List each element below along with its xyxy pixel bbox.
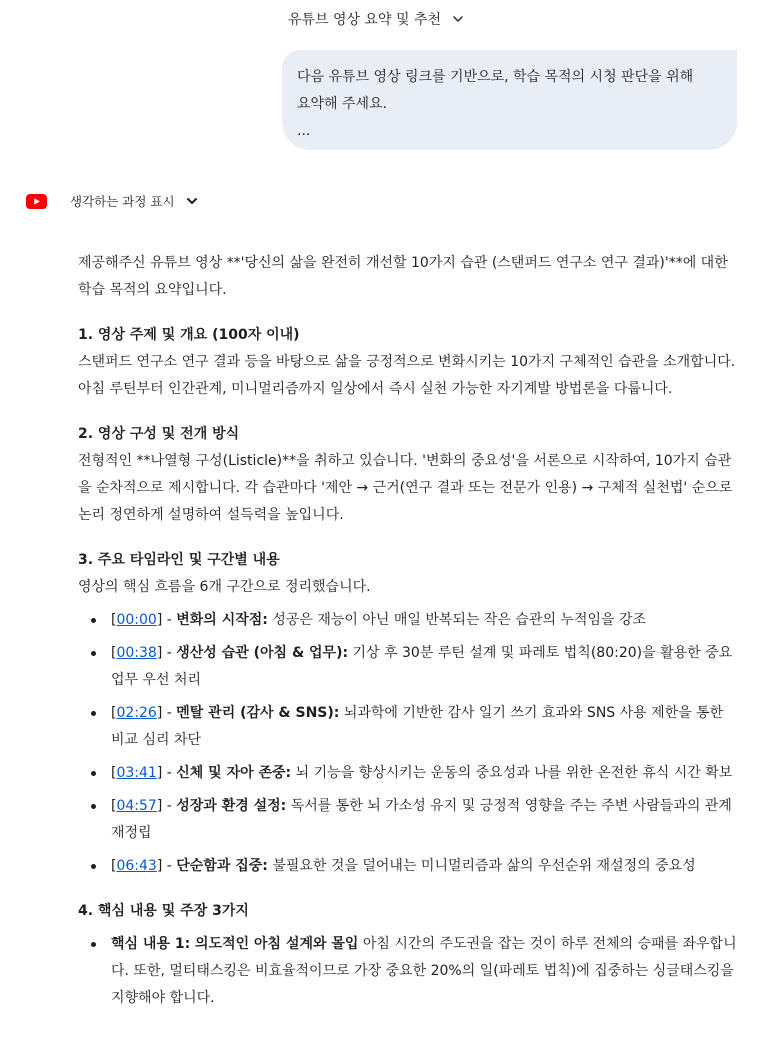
item-title: 멘탈 관리 (감사 & SNS): [176, 705, 340, 721]
list-item: [06:43] - 단순함과 집중: 불필요한 것을 덜어내는 미니멀리즘과 삶의 우선순위 재설정의 중요성 [78, 853, 738, 880]
section-overview [78, 322, 738, 403]
thinking-toggle[interactable] [26, 192, 199, 210]
user-message-line: ... [297, 123, 311, 139]
item-title: 생산성 습관 (아침 & 업무): [176, 645, 349, 661]
section-timeline [78, 547, 738, 880]
timestamp-link[interactable]: 00:00 [116, 612, 157, 628]
timestamp-link[interactable]: 03:41 [116, 765, 157, 781]
chat-title: 유튜브 영상 요약 및 추천 [288, 12, 442, 28]
timeline-list [78, 607, 738, 880]
section-body: 전형적인 **나열형 구성(Listicle)**을 취하고 있습니다. '변화의 중요성'을 서론으로 시작하여, 10가지 습관을 순차적으로 제시합니다. 각 습관마다 '제안 → 근거(연구 결과 또는 전문가 인용) → 구체적 실천법' 순으로 논리 정연하게 설명하여 설득력을 높입니다. [78, 453, 733, 523]
item-desc: 독서를 통한 뇌 가소성 유지 및 긍정적 영향을 주는 주변 사람들과의 관계 재정립 [111, 798, 732, 841]
chevron-down-icon [451, 12, 465, 26]
item-desc: 기상 후 30분 루틴 설계 및 파레토 법칙(80:20)을 활용한 중요 업무 우선 처리 [111, 645, 733, 688]
user-message-line: 요약해 주세요. [297, 96, 388, 112]
response-intro: 제공해주신 유튜브 영상 **'당신의 삶을 완전히 개선할 10가지 습관 (스탠퍼드 연구소 연구 결과)'**에 대한 학습 목적의 요약입니다. [78, 255, 728, 298]
top-bar [0, 0, 773, 38]
list-item: [03:41] - 신체 및 자아 존중: 뇌 기능을 향상시키는 운동의 중요성과 나를 위한 온전한 휴식 시간 확보 [78, 760, 738, 787]
list-item: [02:26] - 멘탈 관리 (감사 & SNS): 뇌과학에 기반한 감사 일기 쓰기 효과와 SNS 사용 제한을 통한 비교 심리 차단 [78, 700, 738, 754]
key-points-list [78, 931, 738, 1012]
item-title: 신체 및 자아 존중: [176, 765, 292, 781]
timestamp-link[interactable]: 04:57 [116, 798, 157, 814]
section-structure [78, 421, 738, 529]
user-message-bubble [282, 50, 737, 150]
item-title: 변화의 시작점: [176, 612, 268, 628]
section-key-points [78, 898, 738, 1012]
item-title: 단순함과 집중: [176, 858, 268, 874]
timestamp-link[interactable]: 02:26 [116, 705, 157, 721]
timestamp-link[interactable]: 06:43 [116, 858, 157, 874]
item-desc: 뇌 기능을 향상시키는 운동의 중요성과 나를 위한 온전한 휴식 시간 확보 [295, 765, 733, 781]
item-desc: 불필요한 것을 덜어내는 미니멀리즘과 삶의 우선순위 재설정의 중요성 [272, 858, 696, 874]
section-heading: 2. 영상 구성 및 전개 방식 [78, 426, 240, 442]
user-message-line: 다음 유튜브 영상 링크를 기반으로, 학습 목적의 시청 판단을 위해 [297, 69, 694, 85]
section-heading: 3. 주요 타임라인 및 구간별 내용 [78, 552, 280, 568]
item-desc: 성공은 재능이 아닌 매일 반복되는 작은 습관의 누적임을 강조 [272, 612, 647, 628]
section-lead: 영상의 핵심 흐름을 6개 구간으로 정리했습니다. [78, 579, 371, 595]
item-title: 성장과 환경 설정: [176, 798, 287, 814]
list-item [78, 931, 738, 1012]
chevron-down-icon [185, 194, 199, 208]
item-title: 핵심 내용 1: 의도적인 아침 설계와 몰입 [111, 936, 359, 952]
item-desc: 아침 시간의 주도권을 잡는 것이 하루 전체의 승패를 좌우합니다. 또한, 멀티태스킹은 비효율적이므로 가장 중요한 20%의 일(파레토 법칙)에 집중하는 싱글태스킹을 지향해야 합니다. [111, 936, 737, 1006]
item-desc: 뇌과학에 기반한 감사 일기 쓰기 효과와 SNS 사용 제한을 통한 비교 심리 차단 [111, 705, 724, 748]
assistant-response [78, 250, 738, 1030]
list-item: [00:00] - 변화의 시작점: 성공은 재능이 아닌 매일 반복되는 작은 습관의 누적임을 강조 [78, 607, 738, 634]
list-item: [04:57] - 성장과 환경 설정: 독서를 통한 뇌 가소성 유지 및 긍정적 영향을 주는 주변 사람들과의 관계 재정립 [78, 793, 738, 847]
thinking-label: 생각하는 과정 표시 [70, 194, 175, 209]
section-heading: 1. 영상 주제 및 개요 (100자 이내) [78, 327, 300, 343]
chat-title-dropdown[interactable] [288, 9, 465, 29]
section-body: 스탠퍼드 연구소 연구 결과 등을 바탕으로 삶을 긍정적으로 변화시키는 10가지 구체적인 습관을 소개합니다. 아침 루틴부터 인간관계, 미니멀리즘까지 일상에서 즉시 실천 가능한 자기계발 방법론을 다룹니다. [78, 354, 736, 397]
timestamp-link[interactable]: 00:38 [116, 645, 157, 661]
list-item: [00:38] - 생산성 습관 (아침 & 업무): 기상 후 30분 루틴 설계 및 파레토 법칙(80:20)을 활용한 중요 업무 우선 처리 [78, 640, 738, 694]
section-heading: 4. 핵심 내용 및 주장 3가지 [78, 903, 249, 919]
youtube-icon [26, 194, 47, 209]
